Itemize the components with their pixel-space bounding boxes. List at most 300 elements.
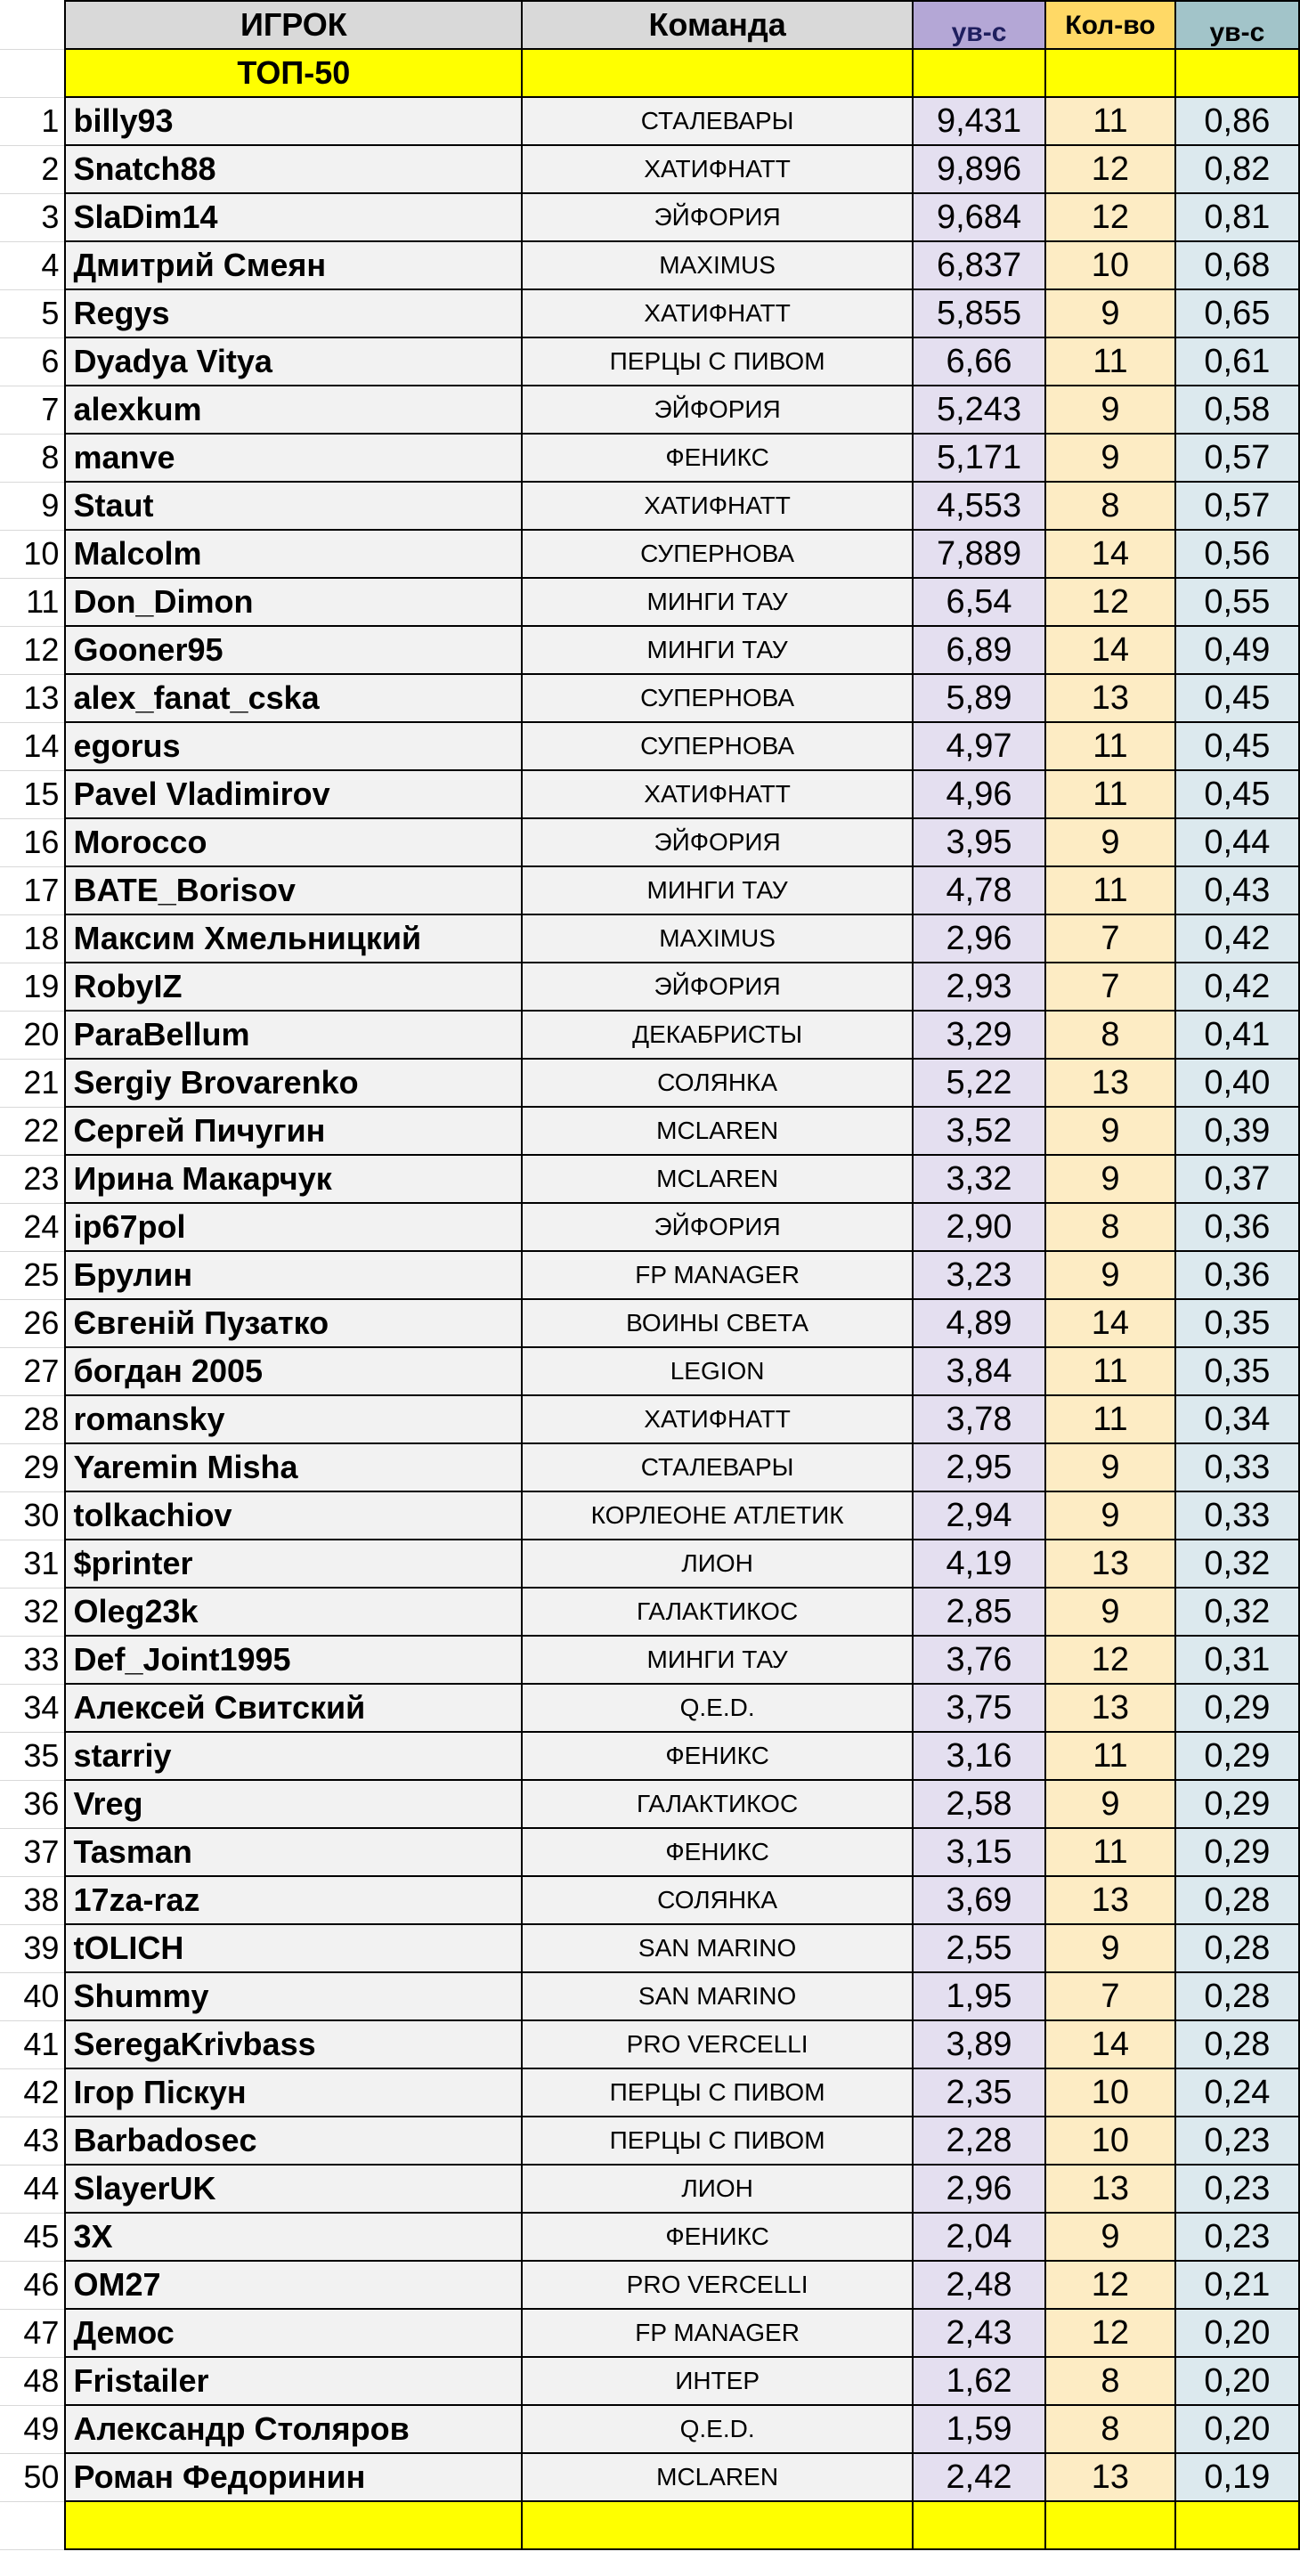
section-title[interactable]: ТОП-50 <box>65 49 522 97</box>
count-cell[interactable]: 13 <box>1045 2453 1175 2501</box>
team-cell[interactable]: MCLAREN <box>522 1107 913 1155</box>
value3-cell[interactable]: 0,32 <box>1175 1540 1299 1588</box>
value1-cell[interactable]: 2,42 <box>913 2453 1045 2501</box>
count-cell[interactable]: 9 <box>1045 289 1175 337</box>
table-row <box>0 2357 1299 2405</box>
value3-cell[interactable]: 0,29 <box>1175 1732 1299 1780</box>
value3-cell[interactable]: 0,31 <box>1175 1636 1299 1684</box>
player-cell[interactable]: Barbadosec <box>65 2117 522 2165</box>
count-cell[interactable]: 8 <box>1045 2357 1175 2405</box>
player-cell[interactable]: Vreg <box>65 1780 522 1828</box>
team-cell[interactable]: ЭЙФОРИЯ <box>522 963 913 1011</box>
value1-cell[interactable]: 4,96 <box>913 770 1045 818</box>
team-cell[interactable]: Q.E.D. <box>522 1684 913 1732</box>
player-cell[interactable]: Yaremin Misha <box>65 1443 522 1491</box>
player-cell[interactable]: Дмитрий Смеян <box>65 241 522 289</box>
count-cell[interactable]: 9 <box>1045 1251 1175 1299</box>
footer-cell[interactable] <box>1175 2501 1299 2549</box>
value1-cell[interactable]: 3,16 <box>913 1732 1045 1780</box>
value3-cell[interactable]: 0,20 <box>1175 2357 1299 2405</box>
value1-cell[interactable]: 5,855 <box>913 289 1045 337</box>
player-cell[interactable]: Sergiy Brovarenko <box>65 1059 522 1107</box>
count-cell[interactable]: 9 <box>1045 386 1175 434</box>
value1-cell[interactable]: 9,431 <box>913 97 1045 145</box>
player-cell[interactable]: billy93 <box>65 97 522 145</box>
value3-cell[interactable]: 0,39 <box>1175 1107 1299 1155</box>
row-number: 11 <box>0 578 65 626</box>
player-cell[interactable]: Євгеній Пузатко <box>65 1299 522 1347</box>
table-row <box>0 1924 1299 1972</box>
table-row <box>0 1251 1299 1299</box>
player-cell[interactable]: богдан 2005 <box>65 1347 522 1395</box>
value3-cell[interactable]: 0,28 <box>1175 1972 1299 2020</box>
value1-cell[interactable]: 1,62 <box>913 2357 1045 2405</box>
team-cell[interactable]: Q.E.D. <box>522 2405 913 2453</box>
value1-cell[interactable]: 3,52 <box>913 1107 1045 1155</box>
count-cell[interactable]: 14 <box>1045 2020 1175 2068</box>
value1-cell[interactable]: 3,69 <box>913 1876 1045 1924</box>
table-row <box>0 1972 1299 2020</box>
team-cell[interactable]: МИНГИ ТАУ <box>522 1636 913 1684</box>
player-cell[interactable]: Shummy <box>65 1972 522 2020</box>
count-cell[interactable]: 11 <box>1045 1347 1175 1395</box>
count-cell[interactable]: 14 <box>1045 530 1175 578</box>
team-cell[interactable]: ЭЙФОРИЯ <box>522 386 913 434</box>
value1-cell[interactable]: 3,89 <box>913 2020 1045 2068</box>
count-cell[interactable]: 11 <box>1045 770 1175 818</box>
player-cell[interactable]: tolkachiov <box>65 1491 522 1540</box>
count-cell[interactable]: 8 <box>1045 2405 1175 2453</box>
section-cell[interactable] <box>1045 49 1175 97</box>
row-number: 17 <box>0 866 65 914</box>
count-cell[interactable]: 12 <box>1045 193 1175 241</box>
player-cell[interactable]: alexkum <box>65 386 522 434</box>
value3-cell[interactable]: 0,23 <box>1175 2213 1299 2261</box>
value3-cell[interactable]: 0,35 <box>1175 1347 1299 1395</box>
header-team[interactable]: Команда <box>522 1 913 49</box>
count-cell[interactable]: 9 <box>1045 1107 1175 1155</box>
team-cell[interactable]: PRO VERCELLI <box>522 2261 913 2309</box>
team-cell[interactable]: ДЕКАБРИСТЫ <box>522 1011 913 1059</box>
header-col3[interactable]: ув-с <box>1175 1 1299 49</box>
value3-cell[interactable]: 0,44 <box>1175 818 1299 866</box>
player-cell[interactable]: 3X <box>65 2213 522 2261</box>
player-cell[interactable]: $printer <box>65 1540 522 1588</box>
player-cell[interactable]: Def_Joint1995 <box>65 1636 522 1684</box>
player-cell[interactable]: Snatch88 <box>65 145 522 193</box>
team-cell[interactable]: СУПЕРНОВА <box>522 722 913 770</box>
team-cell[interactable]: FP MANAGER <box>522 1251 913 1299</box>
value1-cell[interactable]: 4,89 <box>913 1299 1045 1347</box>
row-number: 49 <box>0 2405 65 2453</box>
player-cell[interactable]: Демос <box>65 2309 522 2357</box>
team-cell[interactable]: СОЛЯНКА <box>522 1876 913 1924</box>
value1-cell[interactable]: 3,23 <box>913 1251 1045 1299</box>
value3-cell[interactable]: 0,45 <box>1175 722 1299 770</box>
value1-cell[interactable]: 3,75 <box>913 1684 1045 1732</box>
value1-cell[interactable]: 7,889 <box>913 530 1045 578</box>
table-row <box>0 626 1299 674</box>
row-number: 40 <box>0 1972 65 2020</box>
value1-cell[interactable]: 5,243 <box>913 386 1045 434</box>
team-cell[interactable]: ЭЙФОРИЯ <box>522 1203 913 1251</box>
team-cell[interactable]: ФЕНИКС <box>522 434 913 482</box>
value3-cell[interactable]: 0,29 <box>1175 1684 1299 1732</box>
player-cell[interactable]: egorus <box>65 722 522 770</box>
team-cell[interactable]: ФЕНИКС <box>522 1828 913 1876</box>
value1-cell[interactable]: 1,95 <box>913 1972 1045 2020</box>
team-cell[interactable]: СТАЛЕВАРЫ <box>522 1443 913 1491</box>
player-cell[interactable]: Максим Хмельницкий <box>65 914 522 963</box>
value1-cell[interactable]: 3,76 <box>913 1636 1045 1684</box>
value3-cell[interactable]: 0,37 <box>1175 1155 1299 1203</box>
value3-cell[interactable]: 0,56 <box>1175 530 1299 578</box>
value3-cell[interactable]: 0,23 <box>1175 2117 1299 2165</box>
count-cell[interactable]: 9 <box>1045 1588 1175 1636</box>
value3-cell[interactable]: 0,35 <box>1175 1299 1299 1347</box>
count-cell[interactable]: 12 <box>1045 2309 1175 2357</box>
count-cell[interactable]: 9 <box>1045 434 1175 482</box>
value3-cell[interactable]: 0,42 <box>1175 914 1299 963</box>
value3-cell[interactable]: 0,19 <box>1175 2453 1299 2501</box>
value1-cell[interactable]: 6,66 <box>913 337 1045 386</box>
team-cell[interactable]: ХАТИФНАТТ <box>522 770 913 818</box>
team-cell[interactable]: SAN MARINO <box>522 1924 913 1972</box>
value1-cell[interactable]: 6,89 <box>913 626 1045 674</box>
row-number: 9 <box>0 482 65 530</box>
count-cell[interactable]: 11 <box>1045 1732 1175 1780</box>
player-cell[interactable]: Ирина Макарчук <box>65 1155 522 1203</box>
value1-cell[interactable]: 9,684 <box>913 193 1045 241</box>
count-cell[interactable]: 9 <box>1045 1155 1175 1203</box>
row-header-blank <box>0 1 65 49</box>
value3-cell[interactable]: 0,45 <box>1175 674 1299 722</box>
count-cell[interactable]: 11 <box>1045 1828 1175 1876</box>
value3-cell[interactable]: 0,34 <box>1175 1395 1299 1443</box>
team-cell[interactable]: MAXIMUS <box>522 914 913 963</box>
team-cell[interactable]: ПЕРЦЫ С ПИВОМ <box>522 2068 913 2117</box>
team-cell[interactable]: PRO VERCELLI <box>522 2020 913 2068</box>
team-cell[interactable]: СОЛЯНКА <box>522 1059 913 1107</box>
team-cell[interactable]: FP MANAGER <box>522 2309 913 2357</box>
footer-cell[interactable] <box>913 2501 1045 2549</box>
value1-cell[interactable]: 3,78 <box>913 1395 1045 1443</box>
value3-cell[interactable]: 0,33 <box>1175 1491 1299 1540</box>
count-cell[interactable]: 7 <box>1045 914 1175 963</box>
value1-cell[interactable]: 3,95 <box>913 818 1045 866</box>
team-cell[interactable]: СУПЕРНОВА <box>522 530 913 578</box>
count-cell[interactable]: 11 <box>1045 866 1175 914</box>
team-cell[interactable]: ПЕРЦЫ С ПИВОМ <box>522 2117 913 2165</box>
player-cell[interactable]: tOLICH <box>65 1924 522 1972</box>
table-row <box>0 1828 1299 1876</box>
table-row <box>0 337 1299 386</box>
count-cell[interactable]: 7 <box>1045 963 1175 1011</box>
value3-cell[interactable]: 0,55 <box>1175 578 1299 626</box>
row-number: 3 <box>0 193 65 241</box>
value1-cell[interactable]: 3,15 <box>913 1828 1045 1876</box>
value3-cell[interactable]: 0,57 <box>1175 434 1299 482</box>
player-cell[interactable]: Брулин <box>65 1251 522 1299</box>
value3-cell[interactable]: 0,21 <box>1175 2261 1299 2309</box>
team-cell[interactable]: ХАТИФНАТТ <box>522 482 913 530</box>
team-cell[interactable]: ИНТЕР <box>522 2357 913 2405</box>
player-cell[interactable]: Regys <box>65 289 522 337</box>
player-cell[interactable]: OM27 <box>65 2261 522 2309</box>
value3-cell[interactable]: 0,29 <box>1175 1780 1299 1828</box>
player-cell[interactable]: RobyIZ <box>65 963 522 1011</box>
team-cell[interactable]: ГАЛАКТИКОС <box>522 1588 913 1636</box>
player-cell[interactable]: ip67pol <box>65 1203 522 1251</box>
player-cell[interactable]: Morocco <box>65 818 522 866</box>
section-cell[interactable] <box>1175 49 1299 97</box>
count-cell[interactable]: 8 <box>1045 1203 1175 1251</box>
team-cell[interactable]: SAN MARINO <box>522 1972 913 2020</box>
player-cell[interactable]: SlaDim14 <box>65 193 522 241</box>
row-number: 36 <box>0 1780 65 1828</box>
value3-cell[interactable]: 0,20 <box>1175 2405 1299 2453</box>
row-number: 23 <box>0 1155 65 1203</box>
value3-cell[interactable]: 0,45 <box>1175 770 1299 818</box>
value3-cell[interactable]: 0,33 <box>1175 1443 1299 1491</box>
player-cell[interactable]: SeregaKrivbass <box>65 2020 522 2068</box>
team-cell[interactable]: СУПЕРНОВА <box>522 674 913 722</box>
table-row <box>0 674 1299 722</box>
count-cell[interactable]: 9 <box>1045 1491 1175 1540</box>
footer-cell[interactable] <box>1045 2501 1175 2549</box>
team-cell[interactable]: MCLAREN <box>522 1155 913 1203</box>
player-cell[interactable]: Gooner95 <box>65 626 522 674</box>
value3-cell[interactable]: 0,40 <box>1175 1059 1299 1107</box>
value3-cell[interactable]: 0,57 <box>1175 482 1299 530</box>
table-row <box>0 2117 1299 2165</box>
row-number: 22 <box>0 1107 65 1155</box>
player-cell[interactable]: Александр Столяров <box>65 2405 522 2453</box>
value1-cell[interactable]: 1,59 <box>913 2405 1045 2453</box>
count-cell[interactable]: 12 <box>1045 578 1175 626</box>
player-cell[interactable]: 17za-raz <box>65 1876 522 1924</box>
team-cell[interactable]: ФЕНИКС <box>522 1732 913 1780</box>
value3-cell[interactable]: 0,58 <box>1175 386 1299 434</box>
header-col2[interactable]: Кол-во <box>1045 1 1175 49</box>
player-cell[interactable]: Staut <box>65 482 522 530</box>
value1-cell[interactable]: 2,85 <box>913 1588 1045 1636</box>
value3-cell[interactable]: 0,68 <box>1175 241 1299 289</box>
player-cell[interactable]: ParaBellum <box>65 1011 522 1059</box>
player-cell[interactable]: starriy <box>65 1732 522 1780</box>
count-cell[interactable]: 14 <box>1045 1299 1175 1347</box>
team-cell[interactable]: МИНГИ ТАУ <box>522 626 913 674</box>
value1-cell[interactable]: 2,55 <box>913 1924 1045 1972</box>
count-cell[interactable]: 9 <box>1045 1780 1175 1828</box>
count-cell[interactable]: 13 <box>1045 1876 1175 1924</box>
header-player[interactable]: ИГРОК <box>65 1 522 49</box>
team-cell[interactable]: ХАТИФНАТТ <box>522 145 913 193</box>
section-row <box>0 49 1299 97</box>
value1-cell[interactable]: 3,29 <box>913 1011 1045 1059</box>
value3-cell[interactable]: 0,32 <box>1175 1588 1299 1636</box>
value1-cell[interactable]: 9,896 <box>913 145 1045 193</box>
value1-cell[interactable]: 2,28 <box>913 2117 1045 2165</box>
value1-cell[interactable]: 4,553 <box>913 482 1045 530</box>
row-number: 21 <box>0 1059 65 1107</box>
count-cell[interactable]: 9 <box>1045 818 1175 866</box>
team-cell[interactable]: ФЕНИКС <box>522 2213 913 2261</box>
team-cell[interactable]: СТАЛЕВАРЫ <box>522 97 913 145</box>
value3-cell[interactable]: 0,81 <box>1175 193 1299 241</box>
team-cell[interactable]: MCLAREN <box>522 2453 913 2501</box>
value1-cell[interactable]: 5,89 <box>913 674 1045 722</box>
count-cell[interactable]: 11 <box>1045 337 1175 386</box>
value3-cell[interactable]: 0,23 <box>1175 2165 1299 2213</box>
value3-cell[interactable]: 0,36 <box>1175 1203 1299 1251</box>
table-row <box>0 97 1299 145</box>
team-cell[interactable]: ЛИОН <box>522 2165 913 2213</box>
row-number: 46 <box>0 2261 65 2309</box>
value3-cell[interactable]: 0,24 <box>1175 2068 1299 2117</box>
count-cell[interactable]: 13 <box>1045 1059 1175 1107</box>
count-cell[interactable]: 10 <box>1045 2068 1175 2117</box>
value1-cell[interactable]: 4,78 <box>913 866 1045 914</box>
value1-cell[interactable]: 6,837 <box>913 241 1045 289</box>
value3-cell[interactable]: 0,28 <box>1175 2020 1299 2068</box>
value1-cell[interactable]: 2,93 <box>913 963 1045 1011</box>
value3-cell[interactable]: 0,28 <box>1175 1924 1299 1972</box>
value1-cell[interactable]: 2,90 <box>913 1203 1045 1251</box>
team-cell[interactable]: ХАТИФНАТТ <box>522 1395 913 1443</box>
table-row <box>0 530 1299 578</box>
value3-cell[interactable]: 0,41 <box>1175 1011 1299 1059</box>
player-cell[interactable]: Ігор Піскун <box>65 2068 522 2117</box>
player-cell[interactable]: Pavel Vladimirov <box>65 770 522 818</box>
count-cell[interactable]: 7 <box>1045 1972 1175 2020</box>
player-cell[interactable]: Don_Dimon <box>65 578 522 626</box>
value3-cell[interactable]: 0,82 <box>1175 145 1299 193</box>
row-number: 25 <box>0 1251 65 1299</box>
value3-cell[interactable]: 0,20 <box>1175 2309 1299 2357</box>
count-cell[interactable]: 12 <box>1045 2261 1175 2309</box>
player-cell[interactable]: Oleg23k <box>65 1588 522 1636</box>
footer-row <box>0 2501 1299 2549</box>
count-cell[interactable]: 12 <box>1045 1636 1175 1684</box>
team-cell[interactable]: ГАЛАКТИКОС <box>522 1780 913 1828</box>
count-cell[interactable]: 14 <box>1045 626 1175 674</box>
count-cell[interactable]: 13 <box>1045 674 1175 722</box>
count-cell[interactable]: 10 <box>1045 2117 1175 2165</box>
value3-cell[interactable]: 0,65 <box>1175 289 1299 337</box>
team-cell[interactable]: ЭЙФОРИЯ <box>522 193 913 241</box>
count-cell[interactable]: 11 <box>1045 97 1175 145</box>
row-number: 8 <box>0 434 65 482</box>
player-cell[interactable]: Алексей Свитский <box>65 1684 522 1732</box>
value1-cell[interactable]: 2,96 <box>913 2165 1045 2213</box>
value1-cell[interactable]: 6,54 <box>913 578 1045 626</box>
row-number: 31 <box>0 1540 65 1588</box>
count-cell[interactable]: 9 <box>1045 1443 1175 1491</box>
team-cell[interactable]: МИНГИ ТАУ <box>522 866 913 914</box>
value1-cell[interactable]: 2,43 <box>913 2309 1045 2357</box>
value3-cell[interactable]: 0,42 <box>1175 963 1299 1011</box>
value3-cell[interactable]: 0,29 <box>1175 1828 1299 1876</box>
row-number: 27 <box>0 1347 65 1395</box>
value3-cell[interactable]: 0,36 <box>1175 1251 1299 1299</box>
count-cell[interactable]: 12 <box>1045 145 1175 193</box>
count-cell[interactable]: 10 <box>1045 241 1175 289</box>
player-cell[interactable]: Malcolm <box>65 530 522 578</box>
value1-cell[interactable]: 2,35 <box>913 2068 1045 2117</box>
team-cell[interactable]: ВОИНЫ СВЕТА <box>522 1299 913 1347</box>
value1-cell[interactable]: 2,48 <box>913 2261 1045 2309</box>
value1-cell[interactable]: 5,171 <box>913 434 1045 482</box>
section-cell[interactable] <box>522 49 913 97</box>
team-cell[interactable]: MAXIMUS <box>522 241 913 289</box>
value1-cell[interactable]: 3,84 <box>913 1347 1045 1395</box>
team-cell[interactable]: КОРЛЕОНЕ АТЛЕТИК <box>522 1491 913 1540</box>
player-cell[interactable]: Роман Федоринин <box>65 2453 522 2501</box>
count-cell[interactable]: 11 <box>1045 722 1175 770</box>
count-cell[interactable]: 8 <box>1045 1011 1175 1059</box>
value1-cell[interactable]: 3,32 <box>913 1155 1045 1203</box>
player-cell[interactable]: manve <box>65 434 522 482</box>
team-cell[interactable]: ХАТИФНАТТ <box>522 289 913 337</box>
value1-cell[interactable]: 2,94 <box>913 1491 1045 1540</box>
table-row <box>0 1011 1299 1059</box>
value3-cell[interactable]: 0,61 <box>1175 337 1299 386</box>
header-col1[interactable]: ув-с <box>913 1 1045 49</box>
value1-cell[interactable]: 4,97 <box>913 722 1045 770</box>
player-cell[interactable]: SlayerUK <box>65 2165 522 2213</box>
team-cell[interactable]: ПЕРЦЫ С ПИВОМ <box>522 337 913 386</box>
team-cell[interactable]: LEGION <box>522 1347 913 1395</box>
value1-cell[interactable]: 2,96 <box>913 914 1045 963</box>
count-cell[interactable]: 8 <box>1045 482 1175 530</box>
team-cell[interactable]: ЛИОН <box>522 1540 913 1588</box>
table-row <box>0 1107 1299 1155</box>
value3-cell[interactable]: 0,86 <box>1175 97 1299 145</box>
player-cell[interactable]: romansky <box>65 1395 522 1443</box>
team-cell[interactable]: МИНГИ ТАУ <box>522 578 913 626</box>
table-row <box>0 289 1299 337</box>
count-cell[interactable]: 9 <box>1045 2213 1175 2261</box>
count-cell[interactable]: 11 <box>1045 1395 1175 1443</box>
value1-cell[interactable]: 2,04 <box>913 2213 1045 2261</box>
player-cell[interactable]: Сергей Пичугин <box>65 1107 522 1155</box>
count-cell[interactable]: 13 <box>1045 1684 1175 1732</box>
player-cell[interactable]: Tasman <box>65 1828 522 1876</box>
team-cell[interactable]: ЭЙФОРИЯ <box>522 818 913 866</box>
footer-cell[interactable] <box>522 2501 913 2549</box>
section-cell[interactable] <box>913 49 1045 97</box>
player-cell[interactable]: BATE_Borisov <box>65 866 522 914</box>
row-header-blank <box>0 49 65 97</box>
count-cell[interactable]: 9 <box>1045 1924 1175 1972</box>
value3-cell[interactable]: 0,49 <box>1175 626 1299 674</box>
player-cell[interactable]: Fristailer <box>65 2357 522 2405</box>
player-cell[interactable]: alex_fanat_cska <box>65 674 522 722</box>
count-cell[interactable]: 13 <box>1045 1540 1175 1588</box>
value1-cell[interactable]: 2,58 <box>913 1780 1045 1828</box>
footer-cell[interactable] <box>65 2501 522 2549</box>
player-cell[interactable]: Dyadya Vitya <box>65 337 522 386</box>
row-number: 48 <box>0 2357 65 2405</box>
count-cell[interactable]: 13 <box>1045 2165 1175 2213</box>
value3-cell[interactable]: 0,43 <box>1175 866 1299 914</box>
row-number: 45 <box>0 2213 65 2261</box>
value1-cell[interactable]: 2,95 <box>913 1443 1045 1491</box>
value1-cell[interactable]: 4,19 <box>913 1540 1045 1588</box>
value3-cell[interactable]: 0,28 <box>1175 1876 1299 1924</box>
value1-cell[interactable]: 5,22 <box>913 1059 1045 1107</box>
